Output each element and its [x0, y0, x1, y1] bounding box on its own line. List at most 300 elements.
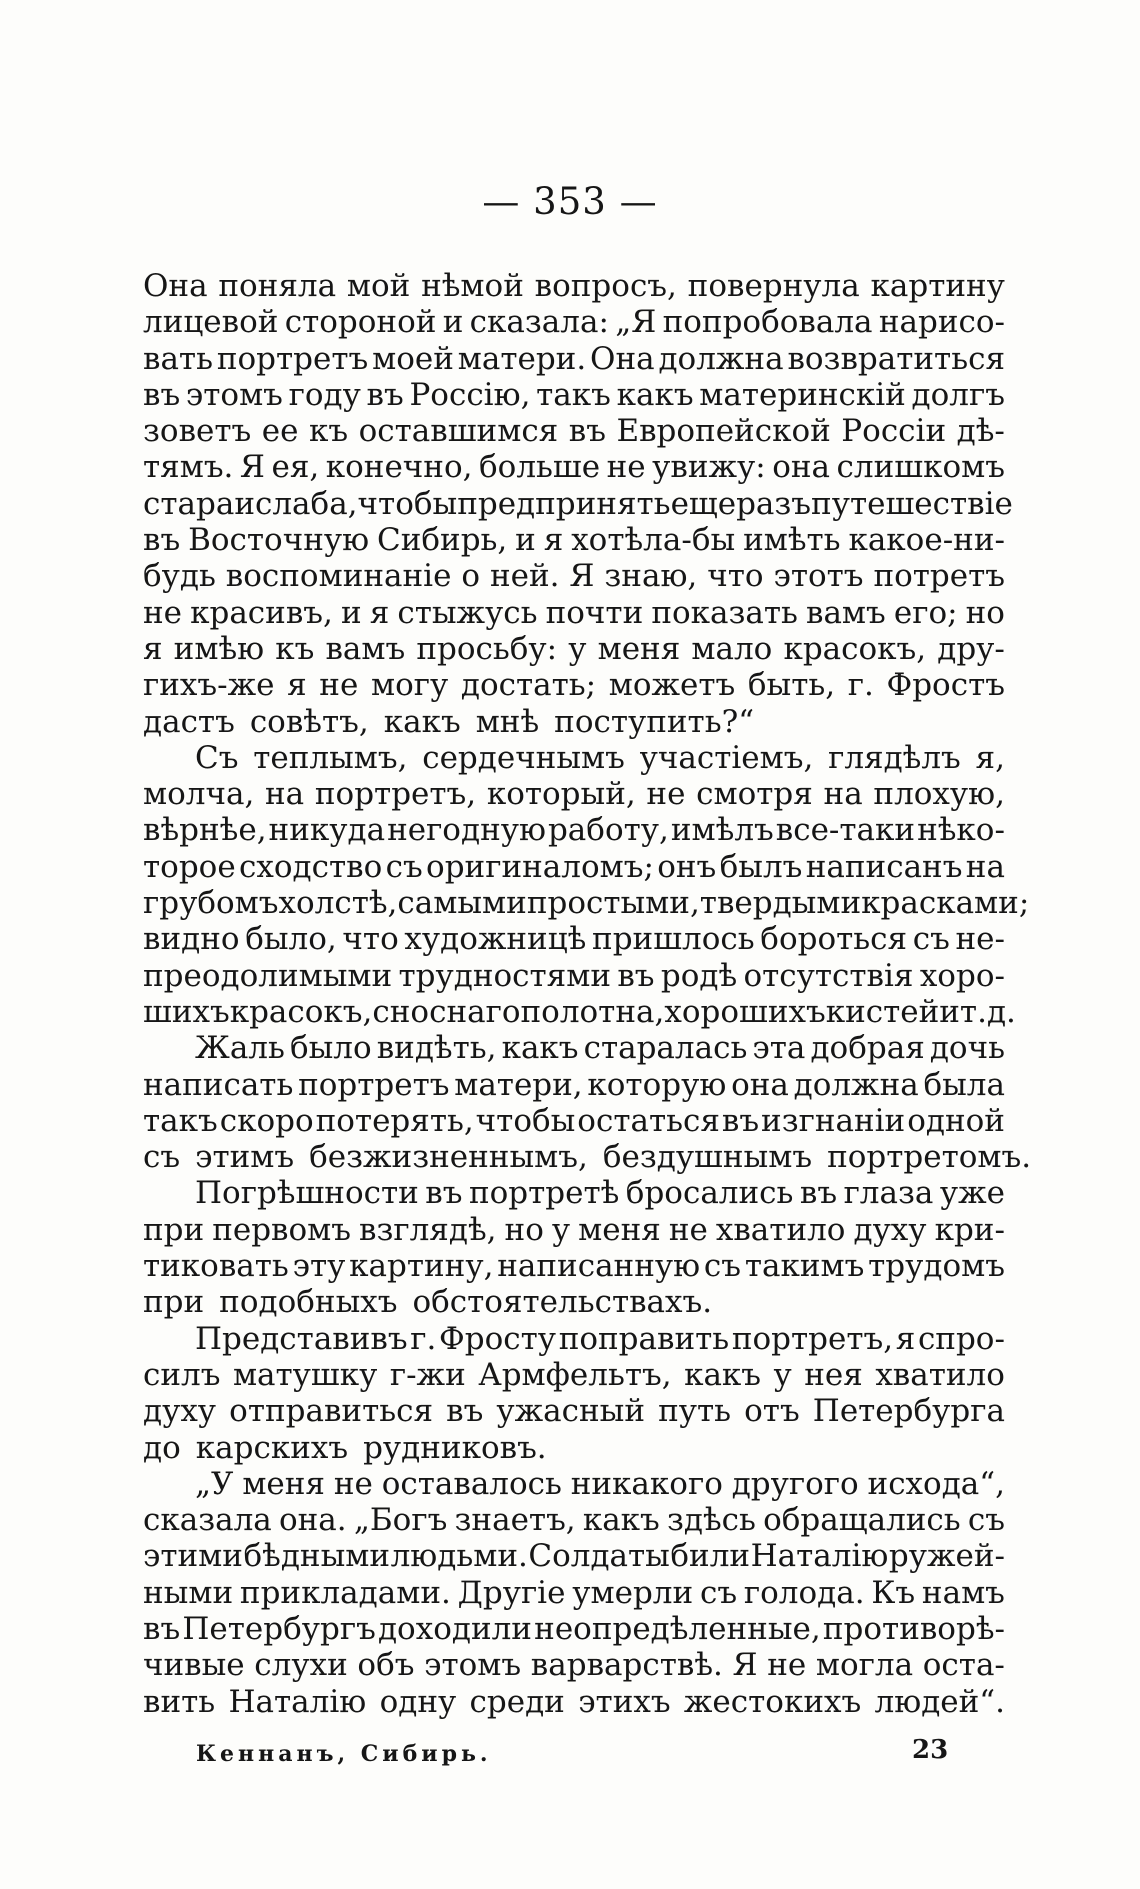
word: имѣю	[173, 630, 265, 667]
word: могла	[815, 1647, 914, 1684]
word: можетъ	[608, 667, 736, 704]
word: ными	[143, 1574, 234, 1611]
text-line	[143, 1139, 1032, 1176]
text-line	[143, 1502, 1005, 1538]
word: теплымъ,	[253, 739, 408, 776]
word: видно	[143, 921, 240, 958]
word: хорошихъ	[664, 993, 826, 1030]
word: лицевой	[143, 304, 279, 341]
text-line	[143, 849, 1005, 885]
word: одной	[907, 1102, 1005, 1139]
text-line	[143, 1067, 1005, 1103]
word: она	[731, 1066, 789, 1103]
word: духу	[143, 1393, 217, 1430]
text-line	[143, 1212, 1005, 1248]
word: силъ	[143, 1356, 221, 1393]
signature-mark: Кеннанъ, Сибирь.	[196, 1741, 492, 1767]
word: но	[504, 1211, 544, 1248]
word: меня	[578, 1211, 661, 1248]
text-line	[143, 522, 1005, 558]
word: тямъ.	[143, 449, 234, 486]
word: стыжусь	[397, 594, 538, 631]
word: портретъ	[298, 1066, 450, 1103]
word: должна	[658, 340, 784, 377]
word: при	[143, 1211, 205, 1248]
word: „Я	[615, 304, 657, 341]
word: о	[461, 558, 481, 595]
word: красивъ,	[190, 594, 333, 631]
word: взглядѣ,	[359, 1211, 497, 1248]
word: отсутствія	[743, 957, 914, 994]
word: варварствѣ.	[530, 1647, 723, 1684]
word: духу	[853, 1211, 927, 1248]
word: сходство	[239, 848, 383, 885]
word: матери.	[457, 340, 587, 377]
word: торое	[143, 848, 236, 885]
word: оста-	[922, 1647, 1005, 1684]
word: простыми,	[526, 885, 700, 922]
word: картину	[870, 268, 1005, 304]
word: могу	[370, 667, 449, 704]
word: холстѣ,	[278, 885, 398, 922]
word: вамъ	[806, 594, 886, 631]
word: съ	[143, 1139, 181, 1176]
word: и	[234, 485, 255, 522]
word: Россію,	[409, 376, 531, 413]
word: Петербурга	[812, 1393, 1005, 1430]
word: Фросту	[439, 1320, 557, 1357]
word: у	[773, 1356, 792, 1393]
word: и	[340, 594, 362, 631]
word: грубомъ	[143, 885, 279, 922]
word: этомъ	[185, 376, 283, 413]
word: Восточную	[188, 522, 370, 559]
word: вамъ	[325, 630, 406, 667]
text-line	[143, 377, 1005, 413]
text-line	[143, 1248, 1005, 1284]
word: не	[767, 1647, 807, 1684]
text-line	[143, 812, 1005, 848]
word: картину,	[349, 1248, 494, 1285]
text-line	[143, 595, 1005, 631]
word: красками;	[861, 885, 1030, 922]
text-line	[143, 341, 1005, 377]
word: этими	[143, 1538, 243, 1575]
word: моей	[372, 340, 454, 377]
word: возвратиться	[787, 340, 1005, 377]
page-number: — 353 —	[482, 180, 658, 223]
text-line	[143, 704, 1005, 740]
word: Фростъ	[886, 667, 1005, 704]
body-text	[143, 268, 1032, 1720]
word: самыми	[397, 885, 527, 922]
word: скоро	[219, 1102, 314, 1139]
text-line	[143, 631, 1005, 667]
word: никуда	[268, 812, 386, 849]
word: здѣсь	[666, 1502, 756, 1539]
word: просьбу:	[416, 630, 558, 667]
word: Она	[143, 268, 208, 304]
word: съ	[699, 1574, 738, 1611]
word: было	[289, 1030, 372, 1067]
word: какъ	[616, 376, 694, 413]
word: къ	[308, 413, 349, 450]
word: такимъ	[744, 1248, 865, 1285]
word: который,	[486, 776, 636, 813]
word: Европейской	[616, 413, 831, 450]
word: Наталію	[750, 1538, 889, 1575]
word: бороться	[760, 921, 908, 958]
word: безжизненнымъ,	[309, 1139, 588, 1176]
word: путешествіе	[811, 485, 1013, 522]
word: дѣ-	[956, 413, 1005, 450]
word: имѣлъ	[670, 812, 774, 849]
word: въ	[425, 1175, 463, 1212]
word: слаба,	[255, 485, 358, 522]
word: отправиться	[229, 1393, 434, 1430]
text-line	[143, 413, 1005, 449]
word: къ	[275, 630, 315, 667]
word: ужасный	[496, 1393, 646, 1430]
word: увижу:	[652, 449, 766, 486]
word: красокъ,	[229, 993, 373, 1030]
word: поняла	[218, 268, 337, 304]
word: Армфельтъ,	[478, 1356, 672, 1393]
word: знаетъ,	[454, 1502, 576, 1539]
word: меня	[597, 630, 681, 667]
word: я	[287, 667, 307, 704]
word: полотна,	[520, 993, 665, 1030]
word: Погрѣшности	[195, 1175, 419, 1212]
word: отъ	[744, 1393, 800, 1430]
word: чтобы	[357, 485, 458, 522]
word: она	[772, 449, 831, 486]
word: Сибирь,	[376, 522, 508, 559]
word: Съ	[195, 739, 239, 776]
word: при	[143, 1284, 205, 1321]
word: т.	[959, 993, 987, 1030]
word: вопросъ,	[534, 268, 677, 304]
word: предпринять	[457, 485, 671, 522]
word: чтобы	[475, 1102, 576, 1139]
word: объ	[357, 1647, 415, 1684]
word: съ	[703, 1248, 742, 1285]
word: добрая	[810, 1030, 925, 1067]
text-line	[143, 449, 1005, 485]
word: въ	[446, 1393, 484, 1430]
text-line	[143, 921, 1005, 957]
text-line	[143, 1175, 1005, 1211]
word: еще	[670, 485, 737, 522]
word: воспоминаніе	[225, 558, 452, 595]
word: конечно,	[325, 449, 473, 486]
text-line	[143, 558, 1005, 594]
word: хватило	[875, 1356, 1005, 1393]
word: какъ	[501, 1030, 579, 1067]
word: сказала	[143, 1502, 272, 1539]
word: жестокихъ	[683, 1683, 862, 1720]
word: дру-	[937, 630, 1005, 667]
word: сказала:	[469, 304, 609, 341]
word: чивые	[143, 1647, 245, 1684]
word: уже	[939, 1175, 1005, 1212]
word: г.	[847, 667, 874, 704]
word: старалась	[583, 1030, 748, 1067]
word: Представивъ	[195, 1320, 408, 1357]
word: дочь	[929, 1030, 1005, 1067]
word: хотѣла-бы	[571, 522, 736, 559]
word: хватило	[715, 1211, 846, 1248]
word: гихъ-же	[143, 667, 275, 704]
word: такъ	[143, 1102, 218, 1139]
word: неопредѣленные,	[534, 1610, 821, 1647]
word: Петербургъ	[182, 1610, 376, 1647]
word: не	[646, 776, 686, 813]
word: бездушнымъ	[602, 1139, 813, 1176]
word: поступить?“	[554, 703, 755, 740]
word: матери,	[454, 1066, 583, 1103]
word: нарисо-	[878, 304, 1005, 341]
word: и	[515, 522, 536, 559]
word: оригиналомъ;	[426, 848, 654, 885]
text-line	[143, 885, 1030, 922]
word: шихъ	[143, 993, 230, 1030]
word: родѣ	[660, 957, 738, 994]
word: написанную	[497, 1248, 701, 1285]
word: нѣко-	[917, 812, 1005, 849]
word: глаза	[843, 1175, 934, 1212]
word: среди	[469, 1683, 565, 1720]
word: никакого	[570, 1465, 723, 1502]
word: какъ	[684, 1356, 762, 1393]
word: прикладами.	[239, 1574, 451, 1611]
word: повернула	[687, 268, 860, 304]
word: должна	[793, 1066, 919, 1103]
word: ея,	[271, 449, 320, 486]
text-line	[143, 1030, 1005, 1066]
word: Къ	[871, 1574, 916, 1611]
word: „У	[195, 1465, 234, 1502]
word: участіемъ,	[639, 739, 814, 776]
word: оставшимся	[358, 413, 559, 450]
word: что	[342, 921, 399, 958]
word: не	[333, 1465, 373, 1502]
word: съ	[385, 848, 423, 885]
text-line	[143, 1393, 1005, 1429]
text-line	[143, 740, 1005, 776]
text-line	[143, 667, 1005, 703]
word: Я	[569, 558, 595, 595]
word: у	[568, 630, 587, 667]
word: вать	[143, 340, 213, 377]
word: я	[369, 594, 390, 631]
word: на	[823, 776, 863, 813]
word: потретъ	[873, 558, 1005, 595]
word: ее	[261, 413, 299, 450]
text-line	[143, 268, 1005, 304]
word: эту	[292, 1248, 346, 1285]
word: стара	[143, 485, 235, 522]
word: будь	[143, 558, 216, 595]
text-line	[143, 1575, 1005, 1611]
word: достать;	[460, 667, 597, 704]
word: этотъ	[773, 558, 864, 595]
word: красокъ,	[783, 630, 927, 667]
word: было,	[245, 921, 337, 958]
word: трудомъ	[868, 1248, 1005, 1285]
text-line	[143, 1430, 1005, 1466]
word: мнѣ	[475, 703, 540, 740]
word: другого	[731, 1465, 859, 1502]
text-line	[143, 1611, 1005, 1647]
word: кри-	[934, 1211, 1005, 1248]
text-line	[143, 1647, 1005, 1683]
word: нѣмой	[421, 268, 524, 304]
word: портретъ,	[731, 1320, 894, 1357]
text-line	[143, 1466, 1005, 1502]
word: была	[923, 1066, 1005, 1103]
word: не	[668, 1211, 708, 1248]
word: такъ	[536, 376, 611, 413]
text-line	[143, 1538, 1005, 1574]
word: молча,	[143, 776, 255, 813]
word: въ	[617, 957, 655, 994]
word: мало	[691, 630, 773, 667]
word: эта	[752, 1030, 806, 1067]
word: ружей-	[888, 1538, 1005, 1575]
word: показать	[651, 594, 798, 631]
word: у	[551, 1211, 571, 1248]
word: плохую,	[873, 776, 1005, 813]
word: „Богъ	[353, 1502, 448, 1539]
text-line	[143, 776, 1005, 812]
word: портретъ,	[314, 776, 477, 813]
word: сердечнымъ	[422, 739, 625, 776]
word: нея	[804, 1356, 863, 1393]
word: рудниковъ.	[363, 1429, 547, 1466]
word: зоветъ	[143, 413, 252, 450]
word: поправить	[558, 1320, 730, 1357]
word: Солдаты	[528, 1538, 670, 1575]
word: онъ	[657, 848, 717, 885]
word: долгъ	[911, 376, 1005, 413]
word: написанъ	[805, 848, 963, 885]
word: г.	[410, 1320, 437, 1357]
word: преодолимыми	[143, 957, 393, 994]
word: видѣть,	[376, 1030, 497, 1067]
word: Жаль	[195, 1030, 285, 1067]
word: написать	[143, 1066, 294, 1103]
word: хоро-	[919, 957, 1005, 994]
word: оставалось	[381, 1465, 562, 1502]
word: этихъ	[578, 1683, 671, 1720]
text-line	[143, 1684, 1005, 1720]
word: я	[895, 1320, 916, 1357]
word: путь	[658, 1393, 732, 1430]
word: материнскій	[699, 376, 906, 413]
word: потерять,	[315, 1102, 474, 1139]
word: слухи	[254, 1647, 348, 1684]
word: первомъ	[212, 1211, 351, 1248]
text-line	[143, 958, 1005, 994]
word: портретѣ	[468, 1175, 620, 1212]
word: работу,	[547, 812, 669, 849]
word: но	[965, 594, 1005, 631]
word: какъ	[582, 1502, 660, 1539]
word: этимъ	[195, 1139, 295, 1176]
word: спро-	[917, 1320, 1005, 1357]
word: трудностями	[398, 957, 612, 994]
text-line	[143, 1284, 1005, 1320]
word: въ	[721, 1102, 760, 1139]
word: знаю,	[604, 558, 698, 595]
word: Наталію	[228, 1683, 367, 1720]
word: одну	[379, 1683, 457, 1720]
text-line	[143, 1357, 1005, 1393]
word: г-жи	[389, 1356, 466, 1393]
word: противорѣ-	[822, 1610, 1005, 1647]
page-footer	[0, 1735, 1140, 1775]
word: негодную	[387, 812, 546, 849]
word: Я	[732, 1647, 758, 1684]
word: матушку	[232, 1356, 378, 1393]
text-line	[143, 304, 1005, 340]
text-line	[143, 993, 1016, 1030]
word: людьми.	[390, 1538, 528, 1575]
word: я	[143, 630, 163, 667]
word: въ	[366, 376, 404, 413]
word: вить	[143, 1683, 216, 1720]
word: пришлось	[592, 921, 755, 958]
word: на	[265, 776, 305, 813]
word: обстоятельствахъ.	[412, 1284, 713, 1321]
word: что	[707, 558, 764, 595]
word: тиковать	[143, 1248, 289, 1285]
word: въ	[799, 1175, 838, 1212]
word: въ	[568, 413, 606, 450]
word: до	[143, 1429, 181, 1466]
word: съ	[967, 1502, 1005, 1539]
word: году	[288, 376, 361, 413]
word: доходили	[377, 1610, 532, 1647]
word: слишкомъ	[836, 449, 1005, 486]
word: имѣть	[743, 522, 841, 559]
word: больше	[479, 449, 601, 486]
word: я	[543, 522, 564, 559]
word: намъ	[921, 1574, 1005, 1611]
word: исхода“,	[867, 1465, 1005, 1502]
sheet-number: 23	[912, 1735, 949, 1765]
word: били	[670, 1538, 751, 1575]
word: мой	[346, 268, 411, 304]
word: карскихъ	[195, 1429, 349, 1466]
word: быть,	[747, 667, 836, 704]
word: смотря	[696, 776, 813, 813]
word: его;	[893, 594, 958, 631]
word: Я	[239, 449, 265, 486]
word: совѣтъ,	[249, 703, 369, 740]
word: не	[606, 449, 646, 486]
word: почти	[545, 594, 644, 631]
word: твердыми	[699, 885, 862, 922]
word: разъ	[736, 485, 812, 522]
word: Россіи	[841, 413, 947, 450]
word: попробовала	[662, 304, 873, 341]
word: стороной	[284, 304, 437, 341]
word: съ	[912, 921, 950, 958]
word: голода.	[743, 1574, 865, 1611]
word: Она	[590, 340, 655, 377]
